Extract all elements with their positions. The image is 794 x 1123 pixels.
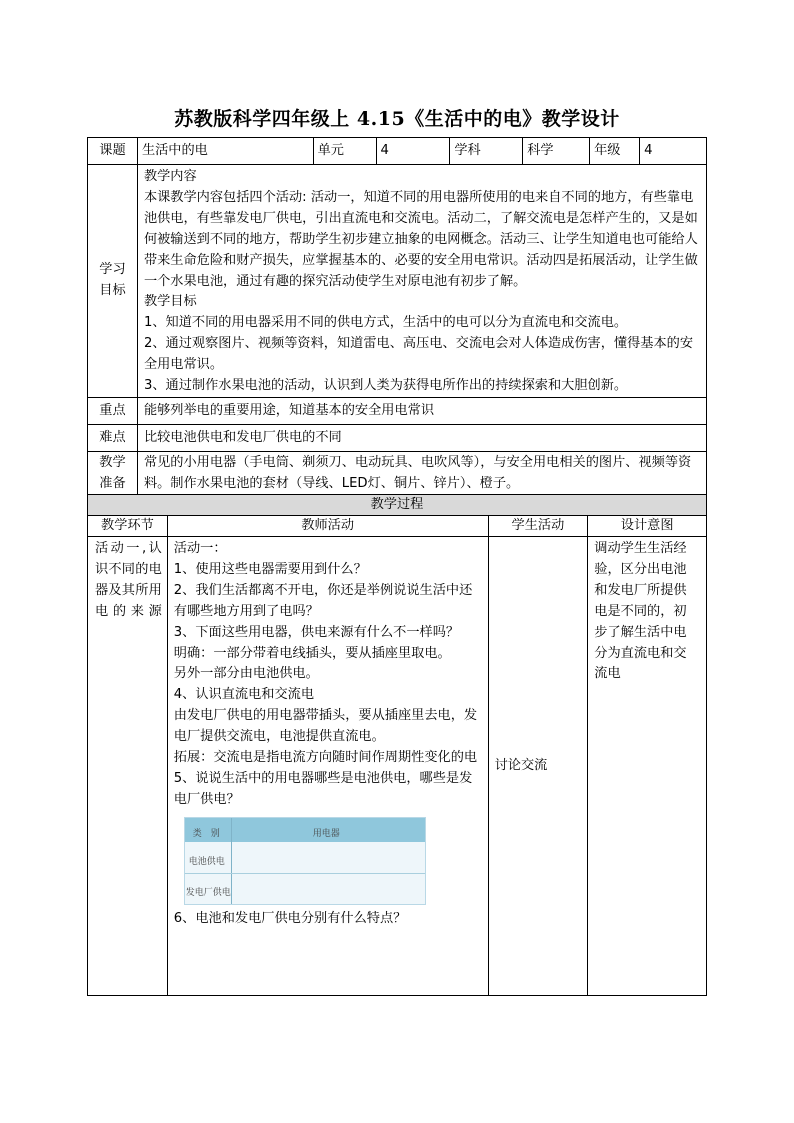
topic-value: 生活中的电 — [137, 138, 313, 165]
prep-text: 常见的小用电器（手电筒、剃须刀、电动玩具、电吹风等），与安全用电相关的图片、视频等资料。制作水果电池的套材（导线、LED灯、铜片、锌片）、橙子。 — [137, 451, 706, 496]
unit-value: 4 — [376, 138, 450, 165]
objectives-label: 学习 目标 — [88, 165, 138, 398]
difficulty-text: 比较电池供电和发电厂供电的不同 — [137, 424, 706, 451]
process-heading: 教学过程 — [88, 495, 707, 516]
goal-item: 2、通过观察图片、视频等资料，知道雷电、高压电、交流电会对人体造成伤害，懂得基本的安全用电常识。 — [143, 336, 694, 373]
content-text: 本课教学内容包括四个活动: 活动一，知道不同的用电器所使用的电来自不同的地方，有些靠电池供电，有些靠发电厂供电，引出直流电和交流电。活动二，了解交流电是怎样产生的，又是如何被输送到不同的地方，帮助学生初步建立抽象的电网概念。活动三、让学生知道电也可能给人带来生命危险和财产损失，应掌握基本的、必要的安全用电常识。活动四是拓展活动，让学生做一个水果电池，通过有趣的探究活动使学生对原电池有初步了解。 — [143, 189, 698, 289]
info-table — [87, 137, 707, 497]
teacher-line: 由发电厂供电的用电器带插头，要从插座里去电，发电厂提供交流电，电池提供直流电。 — [173, 708, 478, 745]
mini-header-left: 类 别 — [192, 828, 220, 839]
mini-row-plant: 发电厂供电 — [185, 887, 231, 898]
prep-label: 教学 准备 — [88, 451, 138, 496]
topic-label: 课题 — [88, 138, 138, 165]
teacher-line: 2、我们生活都离不开电，你还是举例说说生活中还有哪些地方用到了电吗？ — [173, 582, 473, 619]
teacher-line: 拓展：交流电是指电流方向随时间作周期性变化的电 — [173, 750, 478, 766]
subject-label: 学科 — [450, 138, 523, 165]
subject-value: 科学 — [523, 138, 590, 165]
stage-cell: 活动一,认识不同的电器及其所用电的来源 — [88, 537, 168, 996]
teacher-line: 另外一部分由电池供电。 — [173, 666, 319, 682]
key-point-text: 能够列举电的重要用途，知道基本的安全用电常识 — [137, 397, 706, 424]
goals-heading: 教学目标 — [143, 294, 197, 310]
objectives-content — [137, 165, 706, 398]
power-source-table-image — [184, 817, 426, 905]
col-student-header: 学生活动 — [488, 516, 588, 537]
mini-header-right: 用电器 — [312, 828, 340, 839]
teacher-line: 4、认识直流电和交流电 — [173, 687, 315, 703]
mini-row-battery: 电池供电 — [188, 856, 225, 867]
teacher-line: 明确：一部分带着电线插头，要从插座里取电。 — [173, 645, 451, 661]
student-cell: 讨论交流 — [488, 537, 588, 996]
teacher-line: 3、下面这些用电器，供电来源有什么不一样吗？ — [173, 624, 460, 640]
goal-item: 1、知道不同的用电器采用不同的供电方式，生活中的电可以分为直流电和交流电。 — [143, 315, 628, 331]
difficulty-label: 难点 — [88, 424, 138, 451]
col-intent-header: 设计意图 — [588, 516, 707, 537]
content-heading: 教学内容 — [143, 169, 197, 184]
teacher-line: 1、使用这些电器需要用到什么？ — [173, 561, 367, 577]
teacher-line: 6、电池和发电厂供电分别有什么特点？ — [173, 910, 407, 926]
process-table — [87, 494, 707, 996]
col-stage-header: 教学环节 — [88, 516, 168, 537]
teacher-line: 5、说说生活中的用电器哪些是电池供电，哪些是发电厂供电？ — [173, 770, 473, 807]
key-point-label: 重点 — [88, 397, 138, 424]
col-teacher-header: 教师活动 — [167, 516, 488, 537]
page-title: 苏教版科学四年级上 4.15《生活中的电》教学设计 — [174, 108, 620, 130]
unit-label: 单元 — [313, 138, 376, 165]
teacher-cell — [167, 537, 488, 996]
grade-label: 年级 — [590, 138, 640, 165]
grade-value: 4 — [640, 138, 707, 165]
teacher-line: 活动一： — [173, 541, 227, 556]
goal-item: 3、通过制作水果电池的活动，认识到人类为获得电所作出的持续探索和大胆创新。 — [143, 378, 628, 394]
intent-cell: 调动学生生活经验，区分出电池和发电厂所提供电是不同的，初步了解生活中电分为直流电和交流电 — [588, 537, 707, 996]
